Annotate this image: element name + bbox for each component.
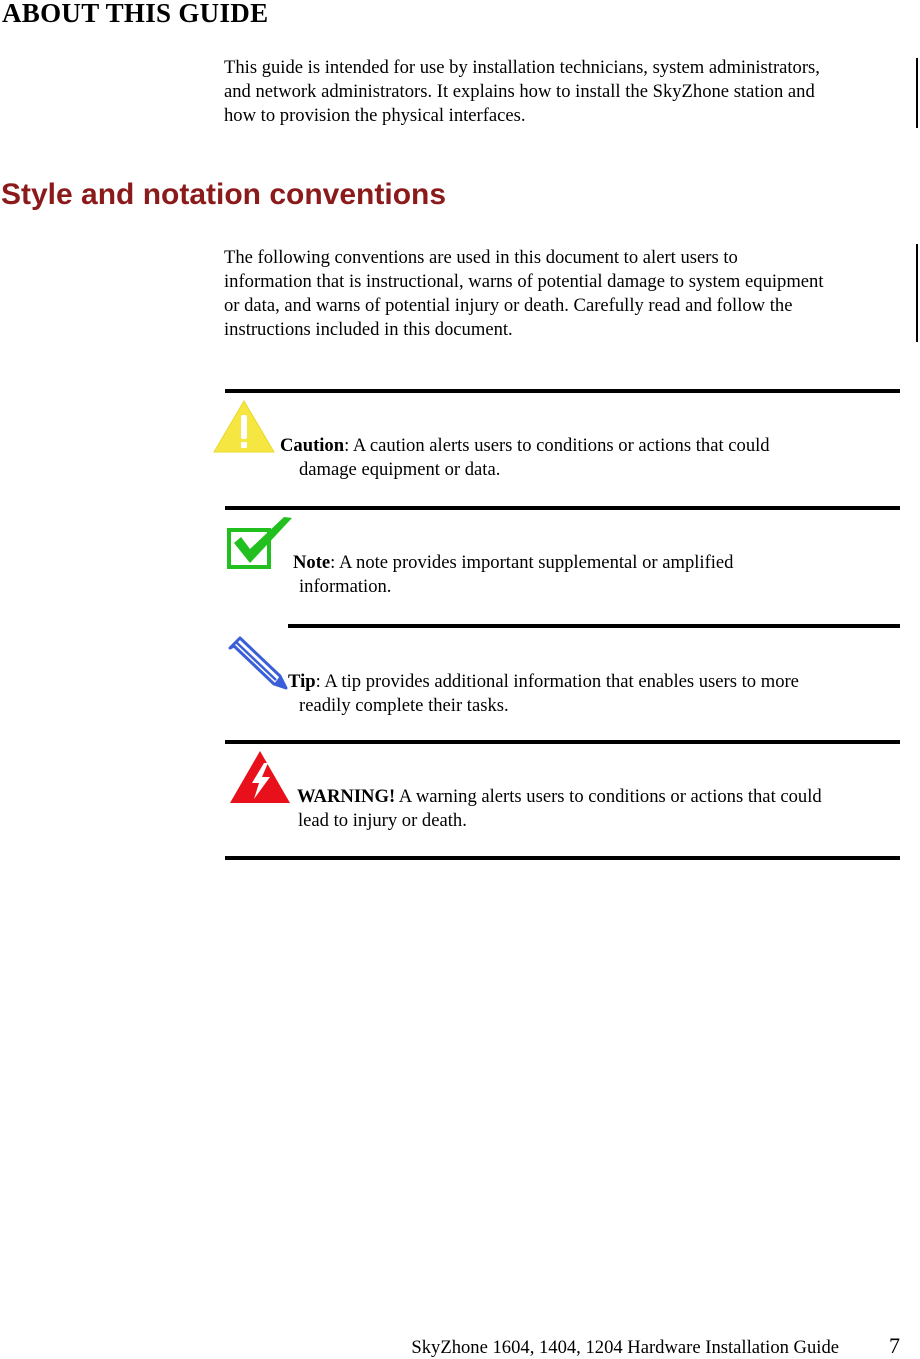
tip-label: Tip <box>288 671 316 692</box>
intro-line: This guide is intended for use by installation technicians, system administrators, <box>224 57 820 78</box>
warning-line1: A warning alerts users to conditions or actions that could <box>395 786 822 807</box>
lightning-warning-icon <box>228 749 292 805</box>
note-notice <box>224 513 900 621</box>
warning-label: WARNING! <box>297 786 396 807</box>
change-bar <box>916 244 918 342</box>
caution-separator: : <box>344 435 350 456</box>
tip-line2: readily complete their tasks. <box>299 695 509 716</box>
conventions-paragraph <box>224 246 904 342</box>
checkmark-icon <box>226 515 292 571</box>
note-text <box>293 551 733 599</box>
tip-notice <box>224 630 900 740</box>
warning-line2: lead to injury or death. <box>298 810 467 831</box>
separator-rule <box>225 740 900 744</box>
footer-title: SkyZhone 1604, 1404, 1204 Hardware Installation Guide <box>411 1337 839 1358</box>
separator-rule <box>288 624 900 628</box>
warning-text <box>297 785 822 833</box>
conventions-line: information that is instructional, warns of potential damage to system equipment <box>224 271 824 292</box>
conventions-line: or data, and warns of potential injury or death. Carefully read and follow the <box>224 295 793 316</box>
note-label: Note <box>293 552 331 573</box>
pencil-icon <box>228 634 288 690</box>
conventions-line: The following conventions are used in this document to alert users to <box>224 247 738 268</box>
separator-rule <box>225 506 900 510</box>
note-separator: : <box>330 552 336 573</box>
separator-rule <box>225 856 900 860</box>
caution-text <box>280 434 770 482</box>
tip-separator: : <box>315 671 321 692</box>
change-bar <box>916 58 918 128</box>
warning-notice <box>224 747 900 855</box>
tip-text <box>288 670 799 718</box>
caution-line2: damage equipment or data. <box>299 459 501 480</box>
note-line2: information. <box>299 576 392 597</box>
caution-notice <box>224 396 900 504</box>
section-title: Style and notation conventions <box>1 178 447 211</box>
page-heading: ABOUT THIS GUIDE <box>2 0 269 28</box>
page-number: 7 <box>889 1333 900 1358</box>
intro-paragraph <box>224 56 904 128</box>
conventions-line: instructions included in this document. <box>224 319 513 340</box>
intro-line: how to provision the physical interfaces. <box>224 105 526 126</box>
intro-line: and network administrators. It explains how to install the SkyZhone station and <box>224 81 815 102</box>
caution-triangle-icon <box>212 399 276 454</box>
caution-line1: A caution alerts users to conditions or actions that could <box>349 435 770 456</box>
separator-rule <box>225 389 900 393</box>
tip-line1: A tip provides additional information that enables users to more <box>320 671 799 692</box>
caution-label: Caution <box>280 435 345 456</box>
note-line1: A note provides important supplemental or amplified <box>335 552 734 573</box>
